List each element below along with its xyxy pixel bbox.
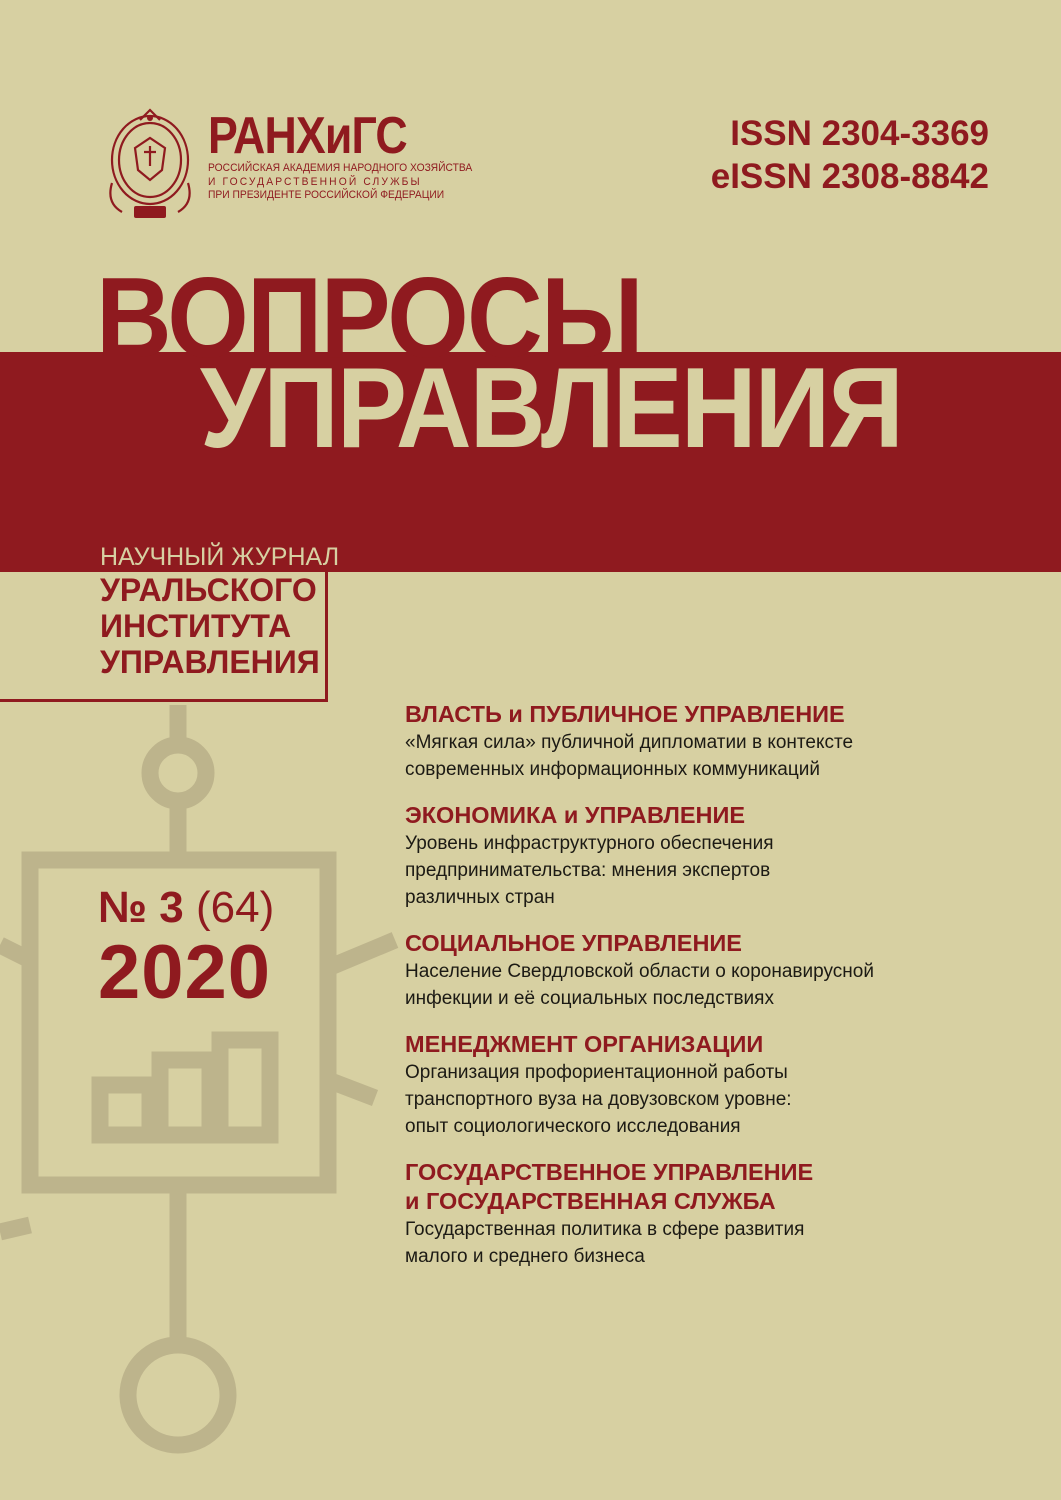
toc-section — [405, 929, 1025, 1012]
toc-section-title: ГОСУДАРСТВЕННОЕ УПРАВЛЕНИЕ — [405, 1159, 814, 1185]
issue-number-sign: № 3 — [98, 883, 184, 932]
toc-article-line: малого и среднего бизнеса — [405, 1246, 645, 1267]
decor-bar — [100, 1085, 150, 1135]
toc-article-line: «Мягкая сила» публичной дипломатии в контексте — [405, 732, 854, 753]
issue-total: (64) — [195, 883, 275, 932]
publisher-name-line: РОССИЙСКАЯ АКАДЕМИЯ НАРОДНОГО ХОЗЯЙСТВА — [208, 162, 473, 174]
journal-title-line1: ВОПРОСЫ — [96, 255, 642, 382]
subtitle-small: НАУЧНЫЙ ЖУРНАЛ — [100, 543, 340, 571]
publisher-acronym: РАНХиГС — [208, 107, 407, 165]
subtitle-line: УРАЛЬСКОГО — [100, 572, 317, 608]
subtitle-line: ИНСТИТУТА — [100, 608, 292, 644]
issue-year: 2020 — [98, 930, 272, 1015]
toc-article-line: Организация профориентационной работы — [405, 1062, 788, 1083]
toc-article-line: предпринимательства: мнения экспертов — [405, 860, 771, 881]
toc-section — [405, 1158, 1025, 1270]
decor-line — [328, 940, 395, 968]
toc-article-line: опыт социологического исследования — [405, 1116, 741, 1137]
issn-block — [711, 112, 989, 198]
decor-circle — [128, 1345, 228, 1445]
journal-title-line2: УПРАВЛЕНИЯ — [200, 345, 902, 472]
toc-article-line: Государственная политика в сфере развития — [405, 1219, 805, 1240]
toc-section-title: МЕНЕДЖМЕНТ ОРГАНИЗАЦИИ — [405, 1031, 764, 1057]
decor-bar — [220, 1040, 270, 1135]
issn-print: ISSN 2304-3369 — [730, 114, 989, 153]
publisher-name-line: И ГОСУДАРСТВЕННОЙ СЛУЖБЫ — [208, 175, 422, 188]
toc-section-title: СОЦИАЛЬНОЕ УПРАВЛЕНИЕ — [405, 930, 742, 956]
toc-section-title: ЭКОНОМИКА и УПРАВЛЕНИЕ — [405, 802, 746, 828]
issn-electronic: eISSN 2308-8842 — [710, 157, 989, 196]
journal-subtitle — [100, 542, 340, 680]
issue-block — [98, 883, 328, 1013]
toc-section-title: и ГОСУДАРСТВЕННАЯ СЛУЖБА — [405, 1188, 776, 1214]
publisher-name-line: ПРИ ПРЕЗИДЕНТЕ РОССИЙСКОЙ ФЕДЕРАЦИИ — [208, 189, 445, 201]
decor-circle — [150, 745, 206, 801]
subtitle-line: УПРАВЛЕНИЯ — [100, 644, 320, 680]
toc-article-line: различных стран — [405, 887, 555, 908]
toc-section — [405, 1030, 1025, 1140]
issue-number — [98, 883, 328, 933]
toc-article-line: современных информационных коммуникаций — [405, 759, 820, 780]
toc-article-line: транспортного вуза на довузовском уровне: — [405, 1089, 792, 1110]
toc-section — [405, 700, 1025, 783]
toc-article-line: Уровень инфраструктурного обеспечения — [405, 833, 774, 854]
table-of-contents — [405, 700, 1025, 1288]
toc-section-title: ВЛАСТЬ и ПУБЛИЧНОЕ УПРАВЛЕНИЕ — [405, 701, 845, 727]
toc-article-line: Население Свердловской области о коронавирусной — [405, 961, 874, 982]
toc-article-line: инфекции и её социальных последствиях — [405, 988, 774, 1009]
toc-section — [405, 801, 1025, 911]
publisher-block — [208, 107, 508, 203]
crest-emblem-icon — [100, 108, 200, 226]
decor-line — [0, 1225, 30, 1232]
decor-bar — [160, 1060, 210, 1135]
